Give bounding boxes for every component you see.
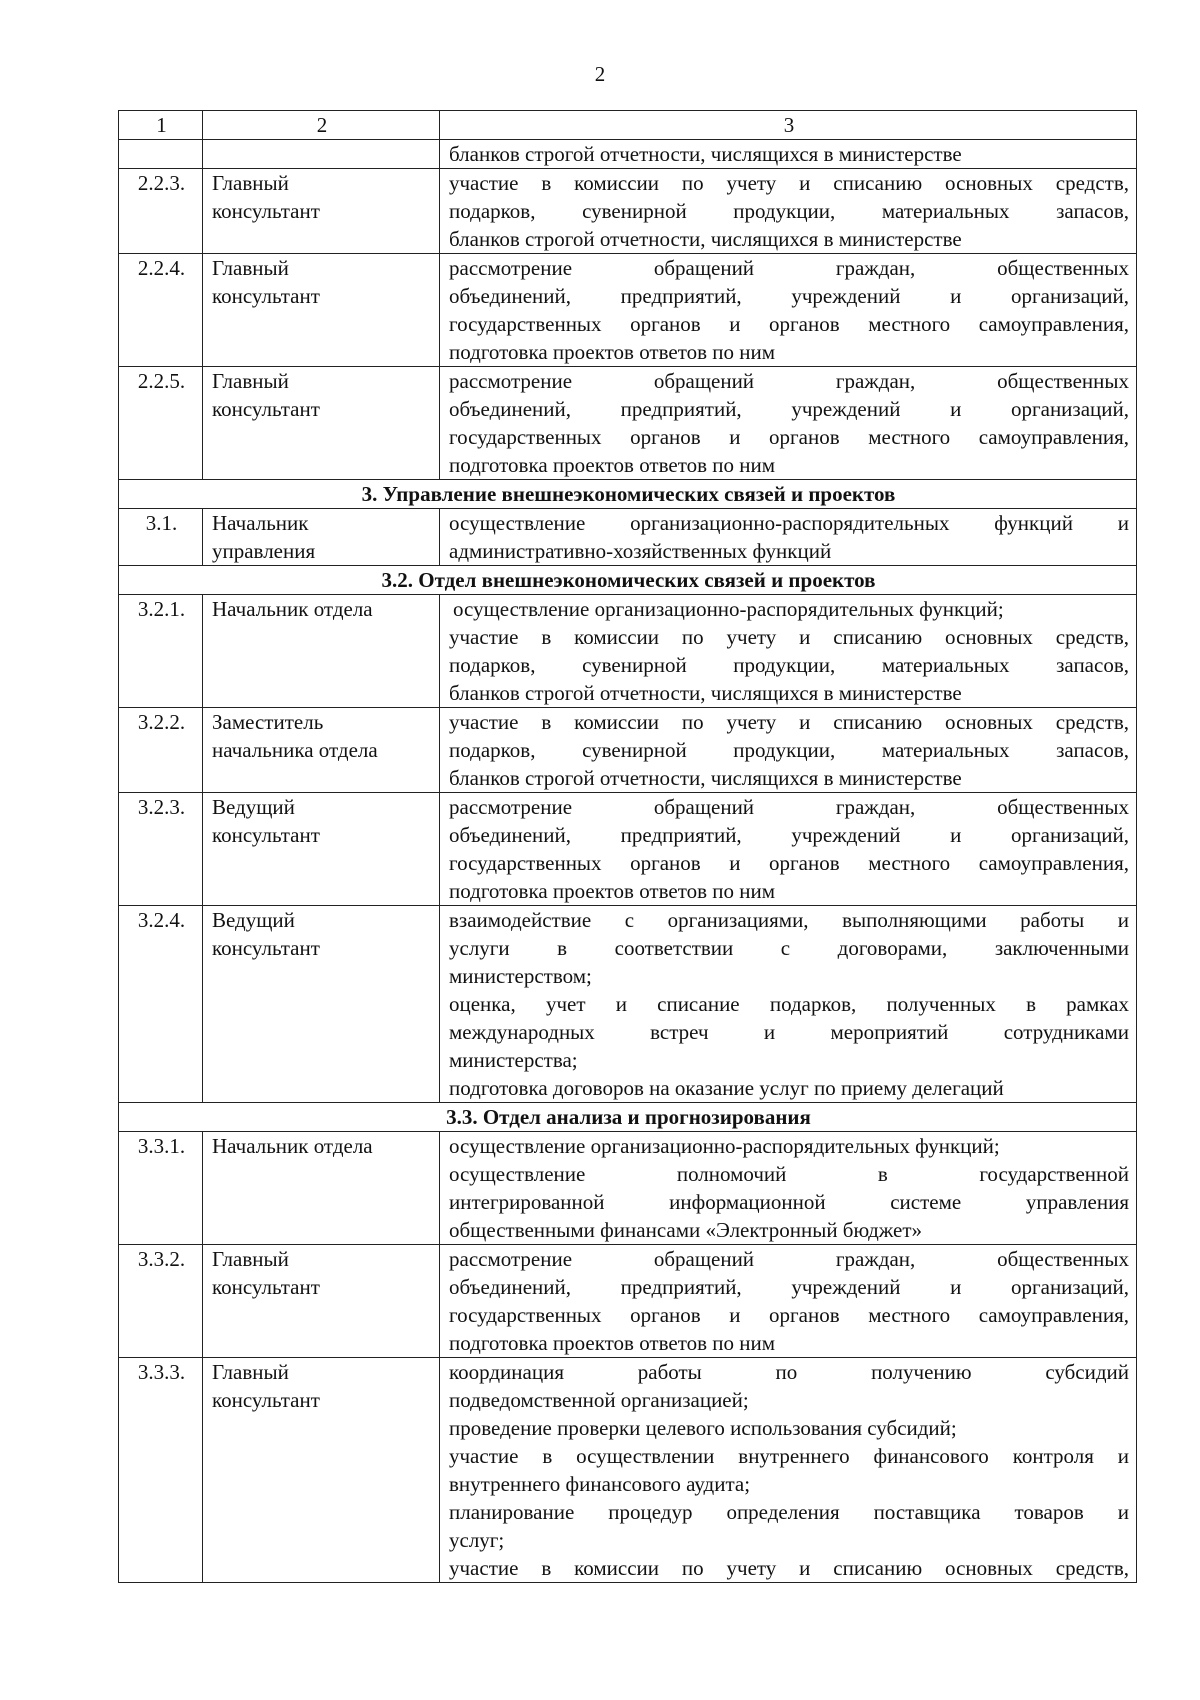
table-row bbox=[119, 367, 1137, 480]
section-title: 3. Управление внешнеэкономических связей и проектов bbox=[119, 480, 1137, 509]
duties-cell bbox=[440, 793, 1137, 906]
position-line: Начальник bbox=[212, 511, 309, 535]
duty-line: государственных органов и органов местного самоуправления, bbox=[449, 425, 1129, 449]
duty-line: подготовка проектов ответов по ним bbox=[449, 879, 776, 903]
duty-line: бланков строгой отчетности, числящихся в министерстве bbox=[449, 766, 962, 790]
position-cell bbox=[203, 793, 440, 906]
duty-line: участие в комиссии по учету и списанию основных средств, bbox=[449, 1556, 1129, 1580]
item-number: 3.1. bbox=[119, 509, 203, 566]
item-number: 2.2.4. bbox=[119, 254, 203, 367]
position-cell bbox=[203, 169, 440, 254]
duties-cell bbox=[440, 254, 1137, 367]
duty-line: объединений, предприятий, учреждений и организаций, bbox=[449, 397, 1129, 421]
duty-line: подготовка проектов ответов по ним bbox=[449, 1331, 776, 1355]
header-col-2: 2 bbox=[203, 111, 440, 140]
position-cell bbox=[203, 906, 440, 1103]
duty-line: участие в комиссии по учету и списанию основных средств, bbox=[449, 625, 1129, 649]
duties-cell bbox=[440, 169, 1137, 254]
duty-line: бланков строгой отчетности, числящихся в министерстве bbox=[449, 681, 962, 705]
duty-line: международных встреч и мероприятий сотрудниками bbox=[449, 1020, 1129, 1044]
duties-cell bbox=[440, 708, 1137, 793]
duty-line: объединений, предприятий, учреждений и организаций, bbox=[449, 284, 1129, 308]
duty-line: министерством; bbox=[449, 964, 592, 988]
table-row bbox=[119, 906, 1137, 1103]
item-number: 3.2.1. bbox=[119, 595, 203, 708]
duty-line: подготовка проектов ответов по ним bbox=[449, 453, 776, 477]
table-row bbox=[119, 1245, 1137, 1358]
duty-line: министерства; bbox=[449, 1048, 578, 1072]
position-cell bbox=[203, 367, 440, 480]
item-number: 2.2.3. bbox=[119, 169, 203, 254]
item-number: 3.2.4. bbox=[119, 906, 203, 1103]
duties-cell bbox=[440, 906, 1137, 1103]
table-header-row bbox=[119, 111, 1137, 140]
table-row bbox=[119, 140, 1137, 169]
position-line: консультант bbox=[212, 397, 320, 421]
item-number bbox=[119, 140, 203, 169]
position-line: Главный bbox=[212, 171, 289, 195]
header-col-3: 3 bbox=[440, 111, 1137, 140]
table-body bbox=[119, 140, 1137, 1583]
position-line: Главный bbox=[212, 369, 289, 393]
duties-cell bbox=[440, 1132, 1137, 1245]
position-line: консультант bbox=[212, 1275, 320, 1299]
section-title: 3.2. Отдел внешнеэкономических связей и проектов bbox=[119, 566, 1137, 595]
duties-table bbox=[118, 110, 1137, 1583]
duties-cell bbox=[440, 509, 1137, 566]
duty-line: общественными финансами «Электронный бюджет» bbox=[449, 1218, 923, 1242]
position-line: начальника отдела bbox=[212, 738, 378, 762]
duty-line: рассмотрение обращений граждан, общественных bbox=[449, 795, 1129, 819]
position-line: консультант bbox=[212, 936, 320, 960]
section-row bbox=[119, 566, 1137, 595]
position-cell bbox=[203, 1132, 440, 1245]
table-row bbox=[119, 793, 1137, 906]
section-row bbox=[119, 1103, 1137, 1132]
section-title: 3.3. Отдел анализа и прогнозирования bbox=[119, 1103, 1137, 1132]
duty-line: осуществление организационно-распорядительных функций и bbox=[449, 511, 1129, 535]
position-cell bbox=[203, 254, 440, 367]
duty-line: объединений, предприятий, учреждений и организаций, bbox=[449, 823, 1129, 847]
duty-line: рассмотрение обращений граждан, общественных bbox=[449, 369, 1129, 393]
duty-line: внутреннего финансового аудита; bbox=[449, 1472, 751, 1496]
item-number: 3.3.1. bbox=[119, 1132, 203, 1245]
header-col-1: 1 bbox=[119, 111, 203, 140]
duty-line: участие в комиссии по учету и списанию основных средств, bbox=[449, 171, 1129, 195]
duty-line: рассмотрение обращений граждан, общественных bbox=[449, 256, 1129, 280]
item-number: 3.3.2. bbox=[119, 1245, 203, 1358]
position-cell bbox=[203, 595, 440, 708]
position-line: Главный bbox=[212, 1360, 289, 1384]
duty-line: подготовка договоров на оказание услуг по приему делегаций bbox=[449, 1076, 1004, 1100]
position-line: Главный bbox=[212, 256, 289, 280]
position-cell bbox=[203, 140, 440, 169]
duty-line: рассмотрение обращений граждан, общественных bbox=[449, 1247, 1129, 1271]
position-line: Главный bbox=[212, 1247, 289, 1271]
duty-line: участие в комиссии по учету и списанию основных средств, bbox=[449, 710, 1129, 734]
duty-line: услуги в соответствии с договорами, заключенными bbox=[449, 936, 1129, 960]
position-line: Заместитель bbox=[212, 710, 324, 734]
duty-line: участие в осуществлении внутреннего финансового контроля и bbox=[449, 1444, 1129, 1468]
duty-line: государственных органов и органов местного самоуправления, bbox=[449, 851, 1129, 875]
duty-line: взаимодействие с организациями, выполняющими работы и bbox=[449, 908, 1129, 932]
duties-cell bbox=[440, 1245, 1137, 1358]
page-number: 2 bbox=[594, 62, 606, 86]
duty-line: оценка, учет и списание подарков, полученных в рамках bbox=[449, 992, 1129, 1016]
position-cell bbox=[203, 1245, 440, 1358]
table-row bbox=[119, 708, 1137, 793]
duty-line: планирование процедур определения поставщика товаров и bbox=[449, 1500, 1129, 1524]
section-row bbox=[119, 480, 1137, 509]
duty-line: подарков, сувенирной продукции, материальных запасов, bbox=[449, 653, 1129, 677]
position-line: консультант bbox=[212, 823, 320, 847]
position-line: Начальник отдела bbox=[212, 1134, 373, 1158]
duty-line: государственных органов и органов местного самоуправления, bbox=[449, 312, 1129, 336]
duty-line: бланков строгой отчетности, числящихся в министерстве bbox=[449, 227, 962, 251]
duties-cell bbox=[440, 367, 1137, 480]
table-row bbox=[119, 509, 1137, 566]
position-cell bbox=[203, 708, 440, 793]
position-line: Начальник отдела bbox=[212, 597, 373, 621]
duties-cell bbox=[440, 1358, 1137, 1583]
duty-line: проведение проверки целевого использования субсидий; bbox=[449, 1416, 957, 1440]
position-line: Ведущий bbox=[212, 908, 295, 932]
table-row bbox=[119, 595, 1137, 708]
duty-line: осуществление полномочий в государственной bbox=[449, 1162, 1129, 1186]
item-number: 2.2.5. bbox=[119, 367, 203, 480]
position-line: Ведущий bbox=[212, 795, 295, 819]
duty-line: подарков, сувенирной продукции, материальных запасов, bbox=[449, 199, 1129, 223]
table-row bbox=[119, 1358, 1137, 1583]
position-line: консультант bbox=[212, 284, 320, 308]
duties-cell bbox=[440, 595, 1137, 708]
table-row bbox=[119, 254, 1137, 367]
table-row bbox=[119, 169, 1137, 254]
position-line: управления bbox=[212, 539, 316, 563]
duty-line: подведомственной организацией; bbox=[449, 1388, 749, 1412]
duty-line: подарков, сувенирной продукции, материальных запасов, bbox=[449, 738, 1129, 762]
duty-line: объединений, предприятий, учреждений и организаций, bbox=[449, 1275, 1129, 1299]
duties-cell bbox=[440, 140, 1137, 169]
duty-line: государственных органов и органов местного самоуправления, bbox=[449, 1303, 1129, 1327]
item-number: 3.2.3. bbox=[119, 793, 203, 906]
duty-line: координация работы по получению субсидий bbox=[449, 1360, 1129, 1384]
position-line: консультант bbox=[212, 1388, 320, 1412]
duty-line: интегрированной информационной системе управления bbox=[449, 1190, 1129, 1214]
table-row bbox=[119, 1132, 1137, 1245]
item-number: 3.3.3. bbox=[119, 1358, 203, 1583]
position-cell bbox=[203, 1358, 440, 1583]
item-number: 3.2.2. bbox=[119, 708, 203, 793]
duty-line: подготовка проектов ответов по ним bbox=[449, 340, 776, 364]
duty-line: услуг; bbox=[449, 1528, 505, 1552]
duty-line: бланков строгой отчетности, числящихся в министерстве bbox=[449, 142, 962, 166]
duty-line: осуществление организационно-распорядительных функций; bbox=[453, 597, 1004, 621]
duty-line: административно-хозяйственных функций bbox=[449, 539, 832, 563]
duty-line: осуществление организационно-распорядительных функций; bbox=[449, 1134, 1000, 1158]
position-line: консультант bbox=[212, 199, 320, 223]
position-cell bbox=[203, 509, 440, 566]
